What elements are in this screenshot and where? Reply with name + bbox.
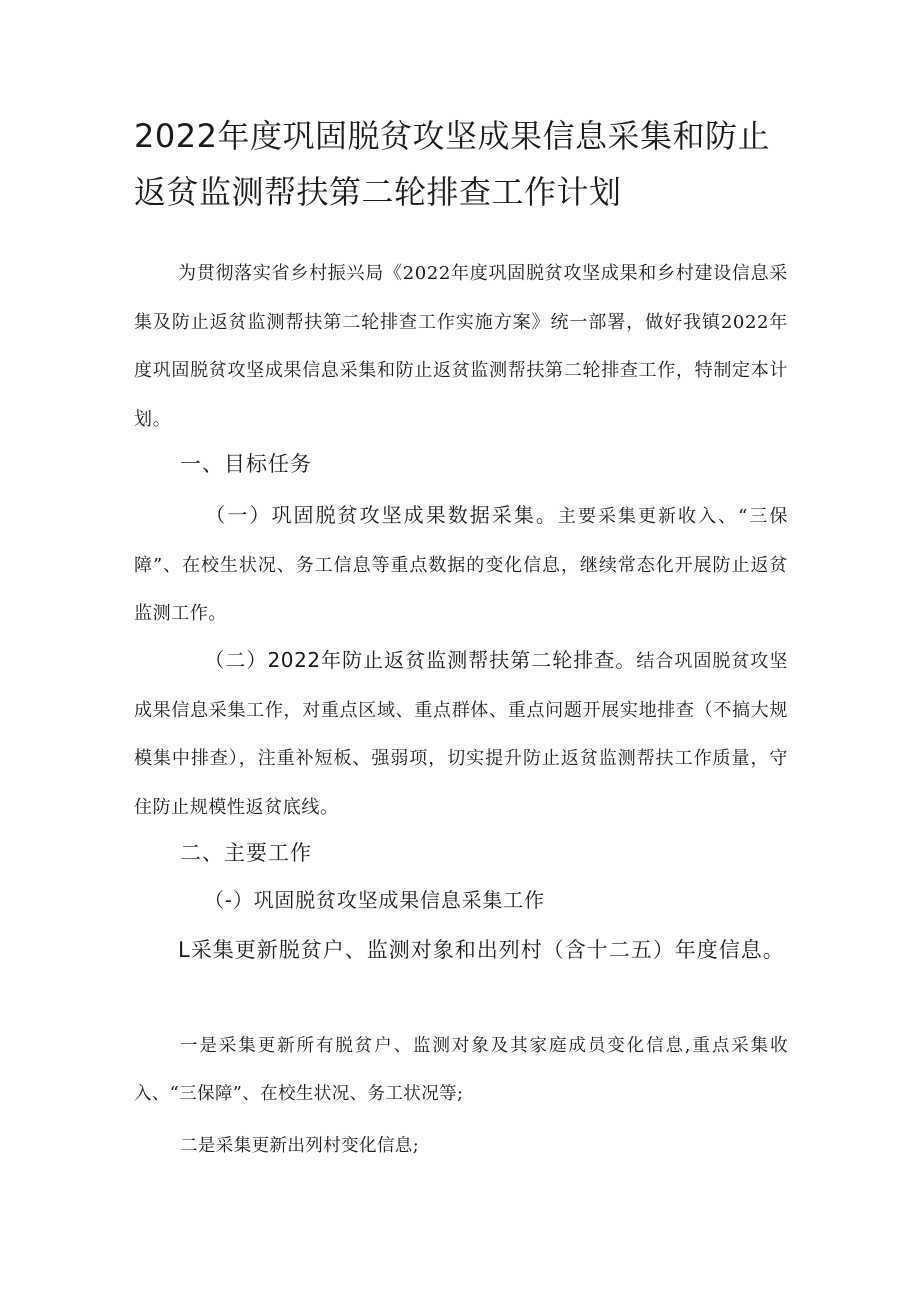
- subsection-1-text: 主要采集更新收入、“三保障”、在校生状况、务工信息等重点数据的变化信息，继续常态化开展防止返贫监测工作。: [134, 506, 788, 624]
- subsection-2-lead: （二）2022年防止返贫监测帮扶第二轮排查。: [204, 648, 637, 672]
- subsection-1-lead: （一）巩固脱贫攻坚成果数据采集。: [204, 503, 558, 527]
- subsection-3-heading: （-）巩固脱贫攻坚成果信息采集工作: [204, 888, 545, 912]
- subsection-2-paragraph: [134, 636, 788, 832]
- title-line-1: 2022年度巩固脱贫攻坚成果信息采集和防止: [134, 117, 770, 155]
- document-title: [134, 108, 814, 220]
- point-1-paragraph: 一是采集更新所有脱贫户、监测对象及其家庭成员变化信息,重点采集收入、“三保障”、在校生状况、务工状况等;: [134, 1036, 788, 1104]
- point-2-paragraph: 二是采集更新出列村变化信息;: [180, 1136, 419, 1156]
- subsection-2-text: 结合巩固脱贫攻坚成果信息采集工作，对重点区域、重点群体、重点问题开展实地排查（不搞大规模集中排查），注重补短板、强弱项，切实提升防止返贫监测帮扶工作质量，守住防止规模性返贫底线。: [134, 651, 788, 818]
- title-line-2: 返贫监测帮扶第二轮排查工作计划: [134, 173, 622, 211]
- subsection-1-paragraph: [134, 491, 788, 639]
- section-heading-targets: 一、目标任务: [180, 452, 312, 476]
- item-1-paragraph: L采集更新脱贫户、监测对象和出列村（含十二五）年度信息。: [178, 938, 785, 962]
- section-heading-main-work: 二、主要工作: [180, 841, 312, 865]
- intro-paragraph: 为贯彻落实省乡村振兴局《2022年度巩固脱贫攻坚成果和乡村建设信息采集及防止返贫监测帮扶第二轮排查工作实施方案》统一部署，做好我镇2022年度巩固脱贫攻坚成果信息采集和防止返贫监测帮扶第二轮排查工作，特制定本计划。: [134, 263, 788, 430]
